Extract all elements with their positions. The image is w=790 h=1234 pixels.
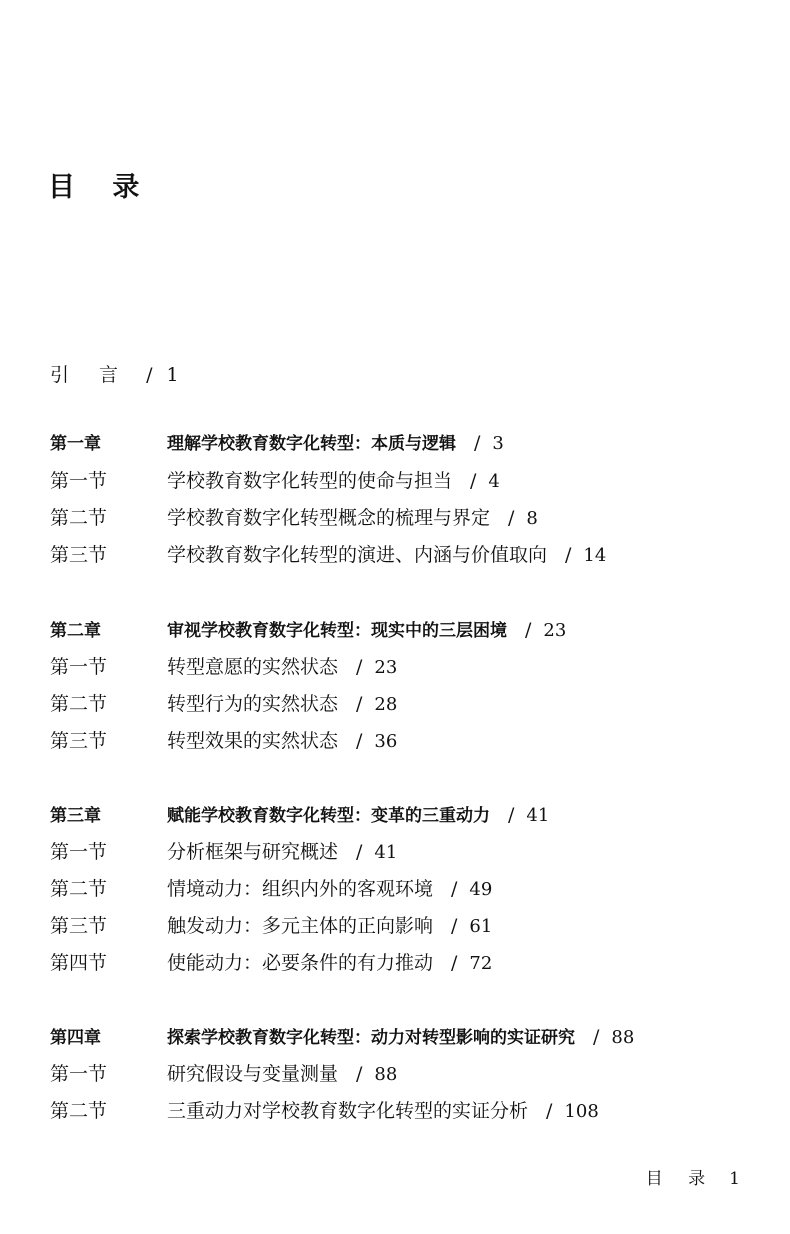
- page-number: 88: [374, 1064, 398, 1085]
- section-title: 使能动力：必要条件的有力推动: [167, 952, 434, 974]
- page-number: 4: [488, 471, 500, 492]
- section-title: 转型效果的实然状态: [167, 730, 339, 752]
- toc-chapter-4[interactable]: [50, 1022, 634, 1052]
- toc-section-2-1[interactable]: [50, 652, 397, 682]
- footer-page-number: 1: [729, 1169, 740, 1189]
- toc-section-2-2[interactable]: [50, 689, 397, 719]
- page-number: 88: [611, 1027, 635, 1048]
- chapter-number: 第一章: [50, 434, 101, 454]
- section-number: 第三节: [50, 544, 108, 566]
- toc-section-1-3[interactable]: [50, 540, 606, 570]
- section-number: 第一节: [50, 656, 108, 678]
- section-title: 分析框架与研究概述: [167, 841, 339, 863]
- page-number: 41: [526, 805, 550, 826]
- page-number: 72: [469, 953, 493, 974]
- page-footer: [646, 1167, 740, 1191]
- section-title: 学校教育数字化转型的演进、内涵与价值取向: [167, 544, 548, 566]
- section-number: 第四节: [50, 952, 108, 974]
- toc-section-1-2[interactable]: [50, 503, 538, 533]
- chapter-title: 赋能学校教育数字化转型：变革的三重动力: [167, 806, 490, 826]
- page-number: 23: [374, 657, 398, 678]
- toc-section-4-1[interactable]: [50, 1059, 397, 1089]
- toc-chapter-1[interactable]: [50, 428, 504, 458]
- chapter-title: 探索学校教育数字化转型：动力对转型影响的实证研究: [167, 1028, 575, 1048]
- chapter-title: 理解学校教育数字化转型：本质与逻辑: [167, 434, 456, 454]
- section-title: 触发动力：多元主体的正向影响: [167, 915, 434, 937]
- page-number: 14: [583, 545, 607, 566]
- page-separator: /: [356, 841, 363, 863]
- page-separator: /: [565, 544, 572, 566]
- page-number: 3: [492, 433, 504, 454]
- section-number: 第一节: [50, 841, 108, 863]
- page-separator: /: [474, 432, 481, 454]
- page-separator: /: [546, 1100, 553, 1122]
- toc-section-3-4[interactable]: [50, 948, 492, 978]
- chapter-number: 第二章: [50, 621, 101, 641]
- section-title: 学校教育数字化转型的使命与担当: [167, 470, 453, 492]
- page-separator: /: [451, 878, 458, 900]
- section-number: 第二节: [50, 693, 108, 715]
- section-title: 学校教育数字化转型概念的梳理与界定: [167, 507, 491, 529]
- intro-label: 引 言: [50, 364, 131, 386]
- page-separator: /: [356, 656, 363, 678]
- page-number: 41: [374, 842, 398, 863]
- page-number: 23: [543, 620, 567, 641]
- page-separator: /: [146, 364, 153, 386]
- toc-section-3-1[interactable]: [50, 837, 397, 867]
- page-separator: /: [356, 1063, 363, 1085]
- section-number: 第一节: [50, 1063, 108, 1085]
- section-title: 转型行为的实然状态: [167, 693, 339, 715]
- section-number: 第二节: [50, 1100, 108, 1122]
- page-separator: /: [470, 470, 477, 492]
- section-number: 第二节: [50, 878, 108, 900]
- chapter-number: 第三章: [50, 806, 101, 826]
- page-separator: /: [525, 619, 532, 641]
- page-separator: /: [356, 730, 363, 752]
- page-title: 目 录: [48, 172, 154, 203]
- page-number: 1: [166, 364, 179, 386]
- page-separator: /: [508, 507, 515, 529]
- page-separator: /: [451, 915, 458, 937]
- section-title: 转型意愿的实然状态: [167, 656, 339, 678]
- section-number: 第三节: [50, 730, 108, 752]
- chapter-number: 第四章: [50, 1028, 101, 1048]
- page-separator: /: [508, 804, 515, 826]
- section-number: 第二节: [50, 507, 108, 529]
- page-separator: /: [451, 952, 458, 974]
- page-number: 8: [526, 508, 538, 529]
- section-title: 三重动力对学校教育数字化转型的实证分析: [167, 1100, 529, 1122]
- toc-section-2-3[interactable]: [50, 726, 397, 756]
- page-separator: /: [356, 693, 363, 715]
- toc-section-3-3[interactable]: [50, 911, 492, 941]
- page-number: 61: [469, 916, 493, 937]
- toc-intro-entry[interactable]: [50, 362, 179, 388]
- toc-chapter-2[interactable]: [50, 615, 566, 645]
- section-number: 第三节: [50, 915, 108, 937]
- section-number: 第一节: [50, 470, 108, 492]
- page-number: 36: [374, 731, 398, 752]
- toc-chapter-3[interactable]: [50, 800, 549, 830]
- chapter-title: 审视学校教育数字化转型：现实中的三层困境: [167, 621, 507, 641]
- footer-title: 目 录: [645, 1169, 716, 1189]
- toc-section-1-1[interactable]: [50, 466, 500, 496]
- page-number: 49: [469, 879, 493, 900]
- section-title: 情境动力：组织内外的客观环境: [167, 878, 434, 900]
- page-number: 28: [374, 694, 398, 715]
- toc-section-4-2[interactable]: [50, 1096, 599, 1126]
- section-title: 研究假设与变量测量: [167, 1063, 339, 1085]
- toc-section-3-2[interactable]: [50, 874, 492, 904]
- page-number: 108: [564, 1101, 599, 1122]
- page-separator: /: [593, 1026, 600, 1048]
